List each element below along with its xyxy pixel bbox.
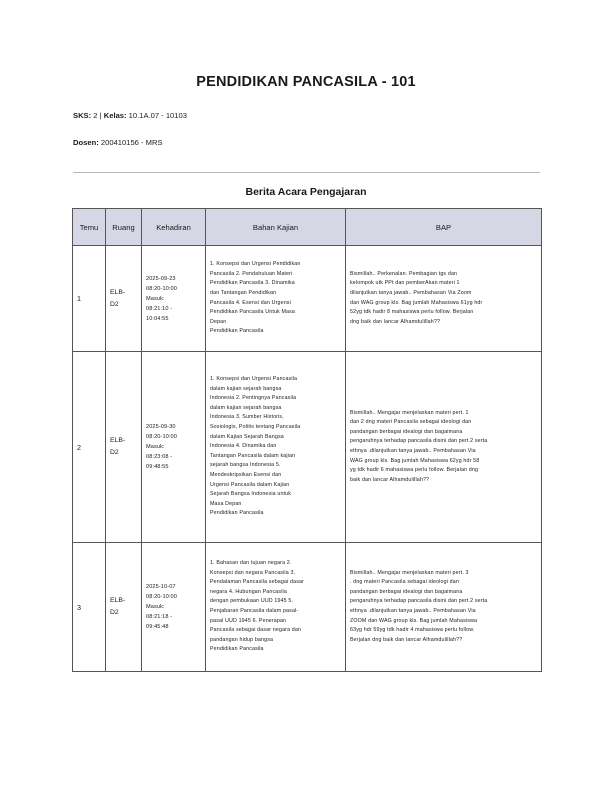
temu-cell: 2 — [73, 352, 106, 543]
temu-cell: 1 — [73, 246, 106, 352]
bahan-line: dalam Kajian Sejarah Bangsa — [210, 433, 284, 440]
bahan-line: negara 4. Hubungan Pancasila — [210, 588, 287, 595]
bap-line: 52yg tdk hadir 8 mahasiswa perlu follow. Berjalan — [350, 309, 474, 316]
table-header-row — [73, 209, 542, 246]
bap-line: . dng materi Pancasila sebagai ideologi dan — [350, 579, 459, 586]
bap-cell — [346, 246, 542, 352]
lecturer-info-line — [73, 138, 163, 147]
bap-line: pandangan berbagai idealogi dan bagaimana — [350, 428, 463, 435]
kehadiran-line: 2025-09-30 — [146, 424, 176, 430]
kelas-label: Kelas: — [103, 111, 127, 120]
table-row — [73, 352, 542, 543]
bap-cell — [346, 352, 542, 543]
bahan-line: Pancasila 4. Esensi dan Urgensi — [210, 299, 291, 306]
kehadiran-line: 08:23:08 - — [146, 454, 173, 460]
bap-line: baik dan lancar Alhamdulillah?? — [350, 476, 430, 483]
bap-line: Bismillah.. Perkenalan. Pembagian tgs dan — [350, 270, 458, 277]
header-bahan-kajian: Bahan Kajian — [206, 209, 346, 246]
bahan-line: Masa Depan — [210, 500, 242, 507]
table-row — [73, 543, 542, 672]
bap-line: dilanjutkan tanya jawab.. Pembahasan Via Zoom — [350, 289, 472, 296]
table-row — [73, 246, 542, 352]
header-temu: Temu — [73, 209, 106, 246]
teaching-record-table — [72, 208, 542, 672]
kehadiran-line: 2025-09-23 — [146, 275, 176, 282]
kehadiran-line: Masuk: — [146, 604, 165, 610]
bahan-line: Urgensi Pancasila dalam Kajian — [210, 481, 290, 488]
kelas-value: 10.1A.07 - 10103 — [128, 111, 187, 120]
ruang-line: D2 — [110, 449, 119, 456]
page-title: PENDIDIKAN PANCASILA - 101 — [196, 74, 416, 90]
dosen-value: 200410156 - MRS — [100, 138, 163, 147]
bap-line: dan WAG group kls. Bag jumlah Mahasiswa 61yg hdr — [350, 299, 483, 306]
divider — [73, 172, 540, 173]
bahan-line: Pendidikan Pancasila 3. Dinamika — [210, 280, 295, 287]
bahan-kajian-cell — [206, 543, 346, 672]
ruang-line: ELB- — [110, 437, 126, 444]
bahan-line: Pancasila sebagai dasar negara dan — [210, 627, 302, 634]
bap-line: yg tdk hadir 6 mahasiswa perlu follow. Berjalan dng — [350, 467, 479, 474]
kehadiran-line: 08:20-10:00 — [146, 594, 177, 600]
bap-line: dng baik dan lancar Alhamdulillah?? — [350, 318, 441, 325]
ruang-line: ELB- — [110, 288, 126, 296]
ruang-line: ELB- — [110, 597, 126, 604]
bap-line: Bismillah.. Mengajar menjelaskan materi pert. 3 — [350, 569, 469, 576]
kehadiran-line: Masuk: — [146, 295, 165, 302]
course-info-line — [73, 111, 187, 120]
bap-line: dan 2 dng materi Pancasila sebagai ideologi dan — [350, 419, 472, 426]
header-bap: BAP — [346, 209, 542, 246]
kehadiran-line: 08:21:18 - — [146, 614, 173, 620]
kehadiran-line: 09:45:48 — [146, 624, 169, 630]
bahan-line: dengan pembukaan UUD 1945 5. — [210, 598, 294, 605]
bahan-line: pasal UUD 1945 6. Penerapan — [210, 617, 287, 624]
bahan-line: pandangan hidup bangsa — [210, 636, 274, 643]
bahan-line: Pendidikan Pancasila — [210, 510, 264, 517]
header-kehadiran: Kehadiran — [142, 209, 206, 246]
ruang-line: D2 — [110, 609, 119, 616]
bahan-line: 1. Konsepsi dan Urgensi Pendidikan — [210, 261, 301, 268]
section-title: Berita Acara Pengajaran — [245, 186, 367, 198]
bap-line: kelompok utk PPt dan pemberAkan materi 1 — [350, 280, 460, 287]
kehadiran-line: 08:21:10 - — [146, 305, 173, 312]
dosen-label: Dosen: — [73, 138, 99, 147]
bap-line: WAG group kls. Bag jumlah Mahasiswa 62yg hdr 58 — [350, 457, 480, 464]
kehadiran-line: 09:48:55 — [146, 464, 169, 470]
kehadiran-line: 10:04:55 — [146, 315, 169, 322]
sks-value: 2 — [93, 111, 98, 120]
bahan-line: Tantangan Pancasila dalam kajian — [210, 452, 296, 459]
ruang-line: D2 — [110, 300, 119, 308]
bahan-line: 1. Bahasan dan tujuan negara 2. — [210, 560, 292, 567]
kehadiran-line: 08:20-10:00 — [146, 434, 177, 440]
bap-line: Bismillah.. Mengajar menjelaskan materi pert. 1 — [350, 409, 469, 416]
bap-line: 63yg hdr 59yg tdk hadir 4 mahasiswa perlu follow. — [350, 627, 475, 634]
bahan-line: Konsepsi dan negara Pancasila 3. — [210, 569, 296, 576]
bahan-line: 1. Konsepsi dan Urgensi Pancasila — [210, 376, 298, 383]
separator: | — [99, 111, 102, 120]
bahan-line: Penjabaran Pancasila dalam pasal- — [210, 608, 299, 614]
bahan-line: Pancasila 2. Pendahuluan Materi — [210, 270, 293, 277]
bap-line: ethnya .dilanjutkan tanya jawab.. Pembahasan Via — [350, 608, 476, 614]
bahan-line: Sosiologis, Politis tentang Pancasila — [210, 424, 301, 431]
bap-line: pandangan berbagai idealogi dan bagaimana — [350, 588, 463, 595]
bahan-kajian-cell — [206, 352, 346, 543]
bahan-line: Pendidikan Pancasila — [210, 646, 264, 653]
kehadiran-cell — [142, 352, 206, 543]
bahan-line: Pendidikan Pancasila Untuk Masa — [210, 309, 296, 316]
kehadiran-cell — [142, 543, 206, 672]
bahan-line: Indonesia 4. Dinamika dan — [210, 443, 277, 450]
bahan-line: Depan — [210, 318, 227, 325]
bap-line: pengaruhnya terhadap pancasila disini dan pert.2 serta — [350, 438, 488, 445]
temu-cell: 3 — [73, 543, 106, 672]
bahan-line: Mendeskripsikan Esensi dan — [210, 471, 282, 478]
bap-line: Berjalan dng baik dan lancar Alhamdulillah?? — [350, 636, 463, 643]
bahan-line: sejarah bangsa Indonesia 5. — [210, 462, 281, 469]
bahan-line: dan Tantangan Pendidikan — [210, 289, 277, 296]
sks-label: SKS: — [73, 111, 92, 120]
ruang-cell — [106, 246, 142, 352]
bap-cell — [346, 543, 542, 672]
ruang-cell — [106, 352, 142, 543]
bap-line: ZOOM dan WAG group kls. Bag jumlah Mahasiswa — [350, 617, 478, 624]
bap-line: ethnya .dilanjutkan tanya jawab.. Pembahasan Via — [350, 448, 476, 454]
bahan-line: Sejarah Bangsa Indonesia untuk — [210, 491, 292, 498]
kehadiran-line: 2025-10-07 — [146, 584, 176, 590]
bahan-line: Indonesia 3. Sumber Historis, — [210, 414, 284, 421]
ruang-cell — [106, 543, 142, 672]
bahan-kajian-cell — [206, 246, 346, 352]
kehadiran-cell — [142, 246, 206, 352]
bahan-line: Pendalaman Pancasila sebagai dasar — [210, 579, 305, 586]
kehadiran-line: Masuk: — [146, 444, 165, 450]
bahan-line: dalam kajian sejarah bangsa — [210, 385, 282, 392]
bahan-line: dalam kajian sejarah bangsa — [210, 404, 282, 411]
bahan-line: Pendidikan Pancasila — [210, 328, 264, 335]
kehadiran-line: 08:20-10:00 — [146, 285, 177, 292]
bahan-line: Indonesia 2. Pentingnya Pancasila — [210, 395, 297, 402]
header-ruang: Ruang — [106, 209, 142, 246]
bap-line: pengaruhnya terhadap pancasila disini dan pert.2 serta — [350, 598, 488, 605]
